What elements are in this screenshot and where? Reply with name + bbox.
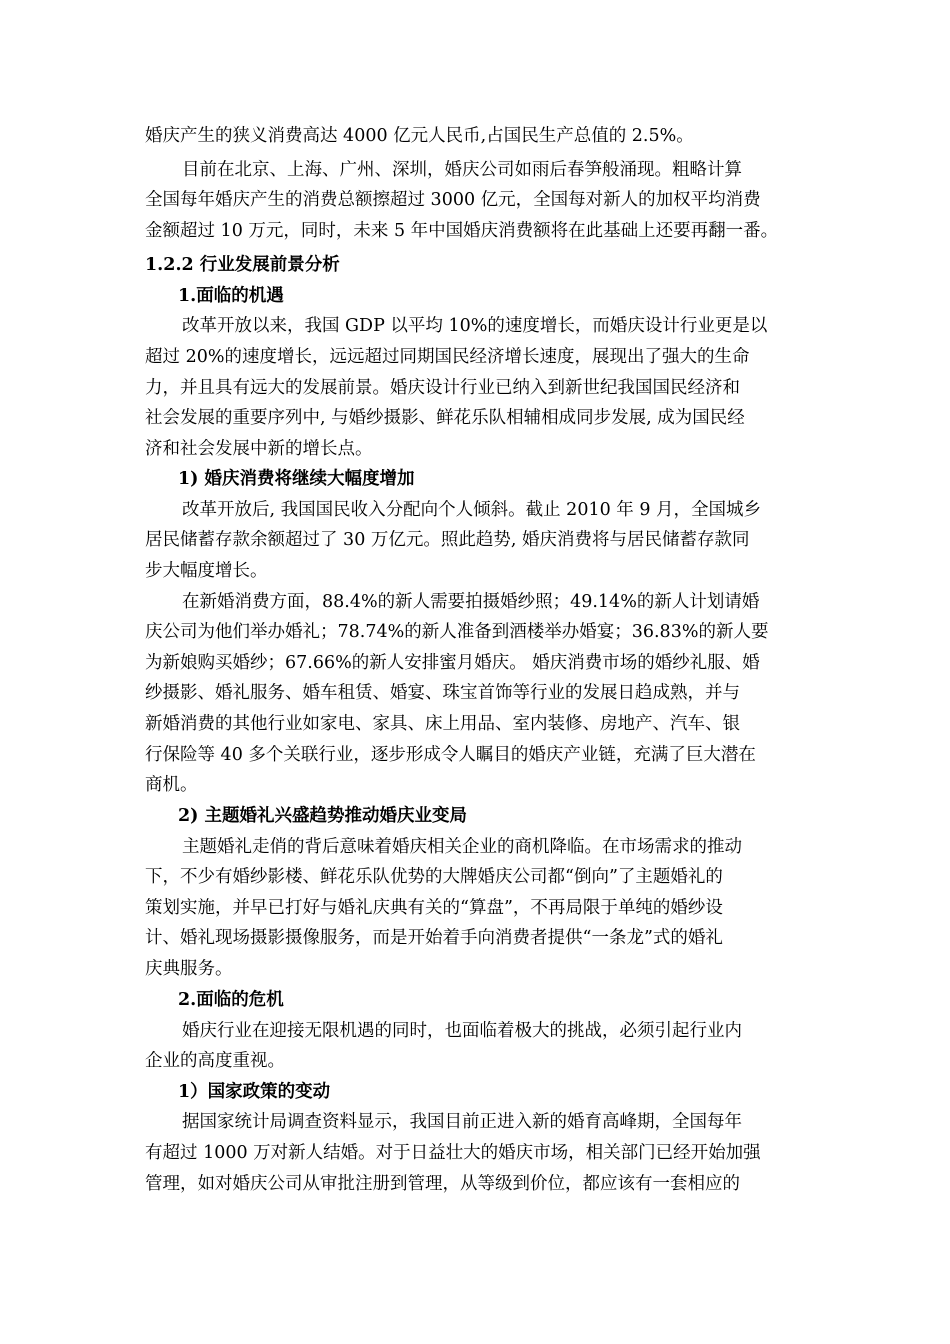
body-text-line: 婚庆产生的狭义消费高达 4000 亿元人民币,占国民生产总值的 2.5%。 bbox=[145, 126, 694, 146]
subsection-heading: 1.面临的机遇 bbox=[178, 286, 284, 306]
body-text-line: 下，不少有婚纱影楼、鲜花乐队优势的大牌婚庆公司都“倒向”了主题婚礼的 bbox=[145, 867, 723, 887]
body-text-line: 居民储蓄存款余额超过了 30 万亿元。照此趋势, 婚庆消费将与居民储蓄存款同 bbox=[145, 530, 750, 550]
subsection-heading: 1) 婚庆消费将继续大幅度增加 bbox=[178, 469, 415, 489]
body-text-line: 商机。 bbox=[145, 775, 198, 795]
body-text-line: 庆典服务。 bbox=[145, 959, 233, 979]
body-text-line: 济和社会发展中新的增长点。 bbox=[145, 439, 373, 459]
subsection-heading: 2) 主题婚礼兴盛趋势推动婚庆业变局 bbox=[178, 806, 468, 826]
body-text-line: 为新娘购买婚纱；67.66%的新人安排蜜月婚庆。 婚庆消费市场的婚纱礼服、婚 bbox=[145, 653, 760, 673]
body-text-line: 纱摄影、婚礼服务、婚车租赁、婚宴、珠宝首饰等行业的发展日趋成熟，并与 bbox=[145, 683, 740, 703]
body-text-line: 改革开放后, 我国国民收入分配向个人倾斜。截止 2010 年 9 月，全国城乡 bbox=[182, 500, 762, 520]
body-text-line: 庆公司为他们举办婚礼；78.74%的新人准备到酒楼举办婚宴；36.83%的新人要 bbox=[145, 622, 769, 642]
body-text-line: 全国每年婚庆产生的消费总额擦超过 3000 亿元，全国每对新人的加权平均消费 bbox=[145, 190, 761, 210]
body-text-line: 目前在北京、上海、广州、深圳，婚庆公司如雨后春笋般涌现。粗略计算 bbox=[182, 160, 742, 180]
body-text-line: 超过 20%的速度增长，远远超过同期国民经济增长速度，展现出了强大的生命 bbox=[145, 347, 750, 367]
body-text-line: 步大幅度增长。 bbox=[145, 561, 268, 581]
body-text-line: 在新婚消费方面，88.4%的新人需要拍摄婚纱照；49.14%的新人计划请婚 bbox=[182, 592, 760, 612]
body-text-line: 金额超过 10 万元，同时，未来 5 年中国婚庆消费额将在此基础上还要再翻一番。 bbox=[145, 221, 779, 241]
body-text-line: 改革开放以来，我国 GDP 以平均 10%的速度增长，而婚庆设计行业更是以 bbox=[182, 316, 768, 336]
body-text-line: 社会发展的重要序列中, 与婚纱摄影、鲜花乐队相辅相成同步发展, 成为国民经 bbox=[145, 408, 745, 428]
body-text-line: 企业的高度重视。 bbox=[145, 1051, 285, 1071]
body-text-line: 计、婚礼现场摄影摄像服务，而是开始着手向消费者提供“一条龙”式的婚礼 bbox=[145, 928, 723, 948]
body-text-line: 主题婚礼走俏的背后意味着婚庆相关企业的商机降临。在市场需求的推动 bbox=[182, 837, 742, 857]
body-text-line: 管理，如对婚庆公司从审批注册到管理，从等级到价位，都应该有一套相应的 bbox=[145, 1174, 740, 1194]
body-text-line: 婚庆行业在迎接无限机遇的同时，也面临着极大的挑战，必须引起行业内 bbox=[182, 1021, 742, 1041]
body-text-line: 力，并且具有远大的发展前景。婚庆设计行业已纳入到新世纪我国国民经济和 bbox=[145, 378, 740, 398]
body-text-line: 据国家统计局调查资料显示，我国目前正进入新的婚育高峰期，全国每年 bbox=[182, 1112, 742, 1132]
body-text-line: 行保险等 40 多个关联行业，逐步形成令人瞩目的婚庆产业链，充满了巨大潜在 bbox=[145, 745, 756, 765]
subsection-heading: 2.面临的危机 bbox=[178, 990, 284, 1010]
section-heading: 1.2.2 行业发展前景分析 bbox=[145, 255, 340, 275]
body-text-line: 有超过 1000 万对新人结婚。对于日益壮大的婚庆市场，相关部门已经开始加强 bbox=[145, 1143, 761, 1163]
body-text-line: 策划实施，并早已打好与婚礼庆典有关的“算盘”，不再局限于单纯的婚纱设 bbox=[145, 898, 723, 918]
subsection-heading: 1）国家政策的变动 bbox=[178, 1082, 331, 1102]
body-text-line: 新婚消费的其他行业如家电、家具、床上用品、室内装修、房地产、汽车、银 bbox=[145, 714, 740, 734]
